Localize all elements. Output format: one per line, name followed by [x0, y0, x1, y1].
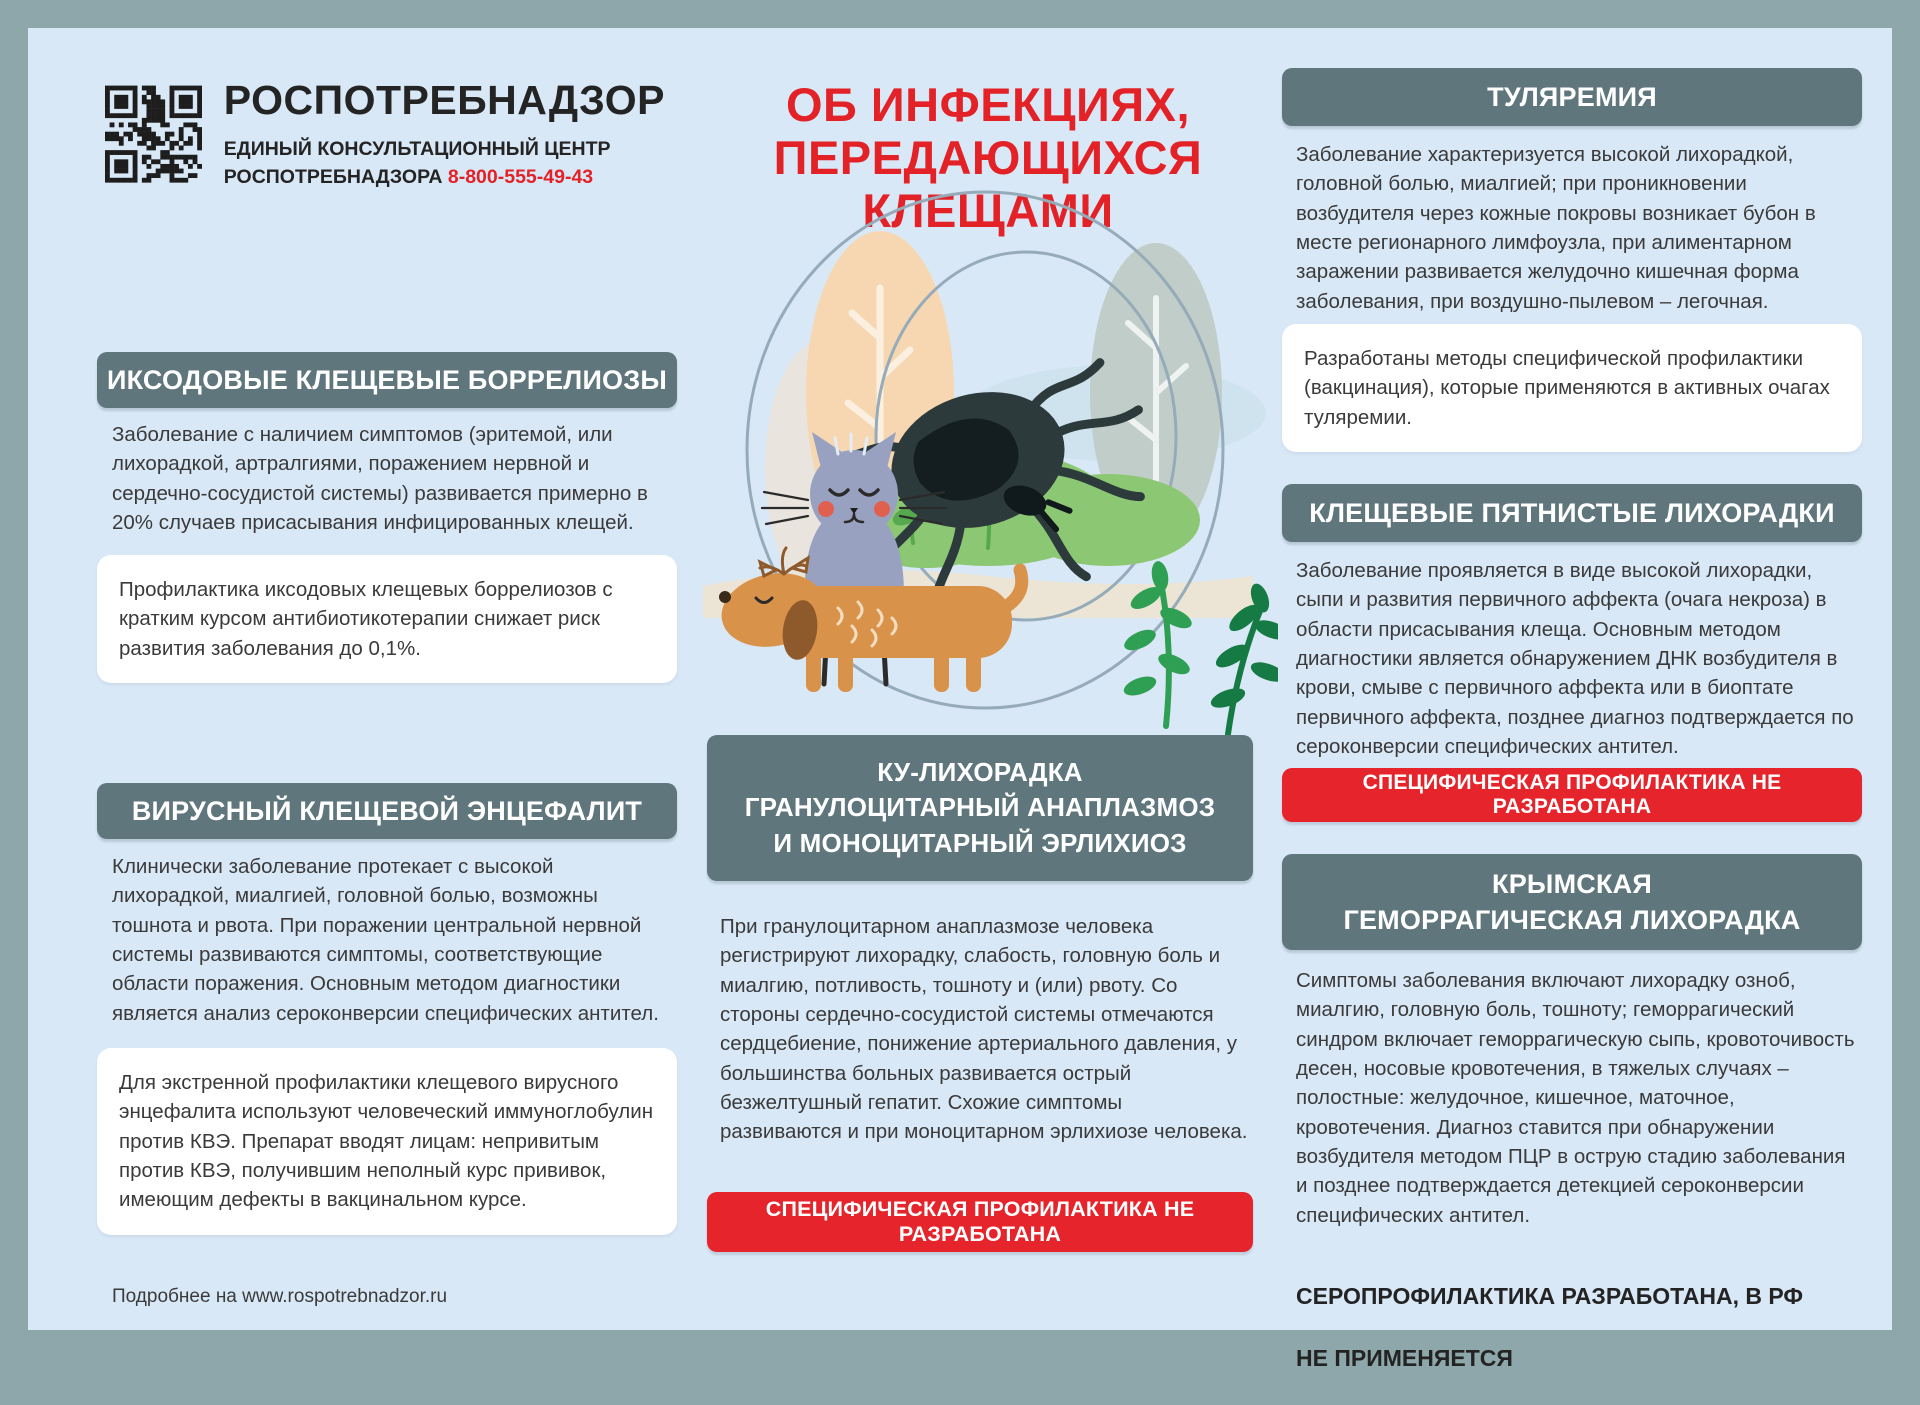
section-heading-spotted-fevers-label: КЛЕЩЕВЫЕ ПЯТНИСТЫЕ ЛИХОРАДКИ [1309, 497, 1835, 528]
footer-website-note: Подробнее на www.rospotrebnadzor.ru [112, 1286, 448, 1307]
section-heading-borrelioses-label: ИКСОДОВЫЕ КЛЕЩЕВЫЕ БОРРЕЛИОЗЫ [106, 364, 667, 395]
spotted-fevers-no-prophylaxis-banner: СПЕЦИФИЧЕСКАЯ ПРОФИЛАКТИКА НЕ РАЗРАБОТАНА [1282, 768, 1862, 822]
crimean-heading-line1: КРЫМСКАЯ [1492, 868, 1652, 899]
section-heading-tularemia-label: ТУЛЯРЕМИЯ [1487, 81, 1657, 112]
crimean-paragraph: Симптомы заболевания включают лихорадку озноб, миалгию, головную боль, тошноту; геморрагический синдром включает геморрагическую сыпь, кровоточивость десен, носовые кровотечения, в тяжелых случаях – полостные: желудочное, кишечное, маточное, кровотечения. Диагноз ставится при обнаружении возбудителя методом ПЦР в острую стадию заболевания и позднее подтверждается детекцией сероконверсии специфических антител. [1296, 969, 1855, 1227]
qfever-heading-line3: И МОНОЦИТАРНЫЙ ЭРЛИХИОЗ [773, 827, 1187, 858]
qfever-no-prophylaxis-banner: СПЕЦИФИЧЕСКАЯ ПРОФИЛАКТИКА НЕ РАЗРАБОТАНА [707, 1192, 1253, 1252]
poster-title-line2: ПЕРЕДАЮЩИХСЯ КЛЕЩАМИ [773, 131, 1203, 238]
crimean-note-line2: НЕ ПРИМЕНЯЕТСЯ [1296, 1345, 1513, 1372]
poster-title-line1: ОБ ИНФЕКЦИЯХ, [785, 78, 1191, 131]
hotline-phone: 8-800-555-49-43 [447, 166, 594, 189]
section-heading-tularemia [1282, 68, 1862, 126]
encephalitis-prevention-card: Для экстренной профилактики клещевого вирусного энцефалита используют человеческий иммуноглобулин против КВЭ. Препарат вводят лицам: непривитым против КВЭ, получившим неполный курс прививок, имеющим дефекты в вакцинальном курсе. [97, 1048, 677, 1235]
org-subtitle [224, 135, 665, 192]
borrelioses-prevention-card: Профилактика иксодовых клещевых боррелиозов с кратким курсом антибиотикотерапии снижает риск развития заболевания до 0,1%. [97, 555, 677, 683]
org-subtitle-line1: ЕДИНЫЙ КОНСУЛЬТАЦИОННЫЙ ЦЕНТР [223, 138, 611, 160]
poster-panel [28, 28, 1892, 1372]
section-heading-qfever [707, 735, 1253, 881]
section-heading-spotted-fevers [1282, 484, 1862, 542]
tularemia-paragraph: Заболевание характеризуется высокой лихорадкой, головной болью, миалгией; при проникновении возбудителя через кожные покровы возникает бубон в месте регионарного лимфоузла, при алиментарном заражении развивается желудочно кишечная форма заболевания, при воздушно-пылевом – легочная. [1296, 143, 1816, 313]
encephalitis-paragraph: Клинически заболевание протекает с высокой лихорадкой, миалгией, головной болью, возможны тошнота и рвота. При поражении центральной нервной системы развиваются симптомы, соответствующие области поражения. Основным методом диагностики является анализ сероконверсии специфических антител. [112, 855, 659, 1025]
qr-code-icon [105, 80, 202, 188]
section-heading-encephalitis [97, 783, 677, 839]
logo-text [223, 77, 665, 192]
rospotrebnadzor-logo [105, 77, 665, 192]
tularemia-vaccination-card: Разработаны методы специфической профилактики (вакцинация), которые применяются в активных очагах туляремии. [1282, 324, 1862, 452]
qfever-heading-line1: КУ-ЛИХОРАДКА [877, 757, 1083, 788]
qfever-paragraph: При гранулоцитарном анаплазмозе человека регистрируют лихорадку, слабость, головную боль и миалгию, потливость, тошноту и (или) рвоту. Со стороны сердечно-сосудистой системы отмечаются сердцебиение, понижение артериального давления, у большинства больных развивается острый безжелтушный гепатит. Схожие симптомы развиваются и при моноцитарном эрлихиозе человека. [720, 915, 1248, 1144]
section-heading-encephalitis-label: ВИРУСНЫЙ КЛЕЩЕВОЙ ЭНЦЕФАЛИТ [131, 795, 643, 826]
crimean-seroprophylaxis-note [1296, 1250, 1856, 1405]
qfever-heading-line2: ГРАНУЛОЦИТАРНЫЙ АНАПЛАЗМОЗ [744, 792, 1216, 823]
section-heading-borrelioses [97, 352, 677, 408]
spotted-fevers-paragraph: Заболевание проявляется в виде высокой лихорадки, сыпи и развития первичного аффекта (очага некроза) в области присасывания клеща. Основным методом диагностики является обнаружением ДНК возбудителя в крови, смыве с первичного аффекта или в биоптате первичного аффекта, позднее диагноз подтверждается по сероконверсии специфических антител. [1296, 559, 1854, 758]
crimean-heading-line2: ГЕМОРРАГИЧЕСКАЯ ЛИХОРАДКА [1343, 905, 1801, 935]
section-heading-crimean [1282, 854, 1862, 950]
org-subtitle-line2: РОСПОТРЕБНАДЗОРА [223, 166, 443, 189]
org-name: РОСПОТРЕБНАДЗОР [223, 77, 665, 123]
crimean-note-line1: СЕРОПРОФИЛАКТИКА РАЗРАБОТАНА, В РФ [1296, 1283, 1804, 1310]
tick-scene-illustration [688, 178, 1278, 738]
borrelioses-paragraph: Заболевание с наличием симптомов (эритемой, или лихорадкой, артралгиями, поражением нервной и сердечно-сосудистой системы) развивается примерно в 20% случаев присасывания инфицированных клещей. [112, 423, 648, 534]
